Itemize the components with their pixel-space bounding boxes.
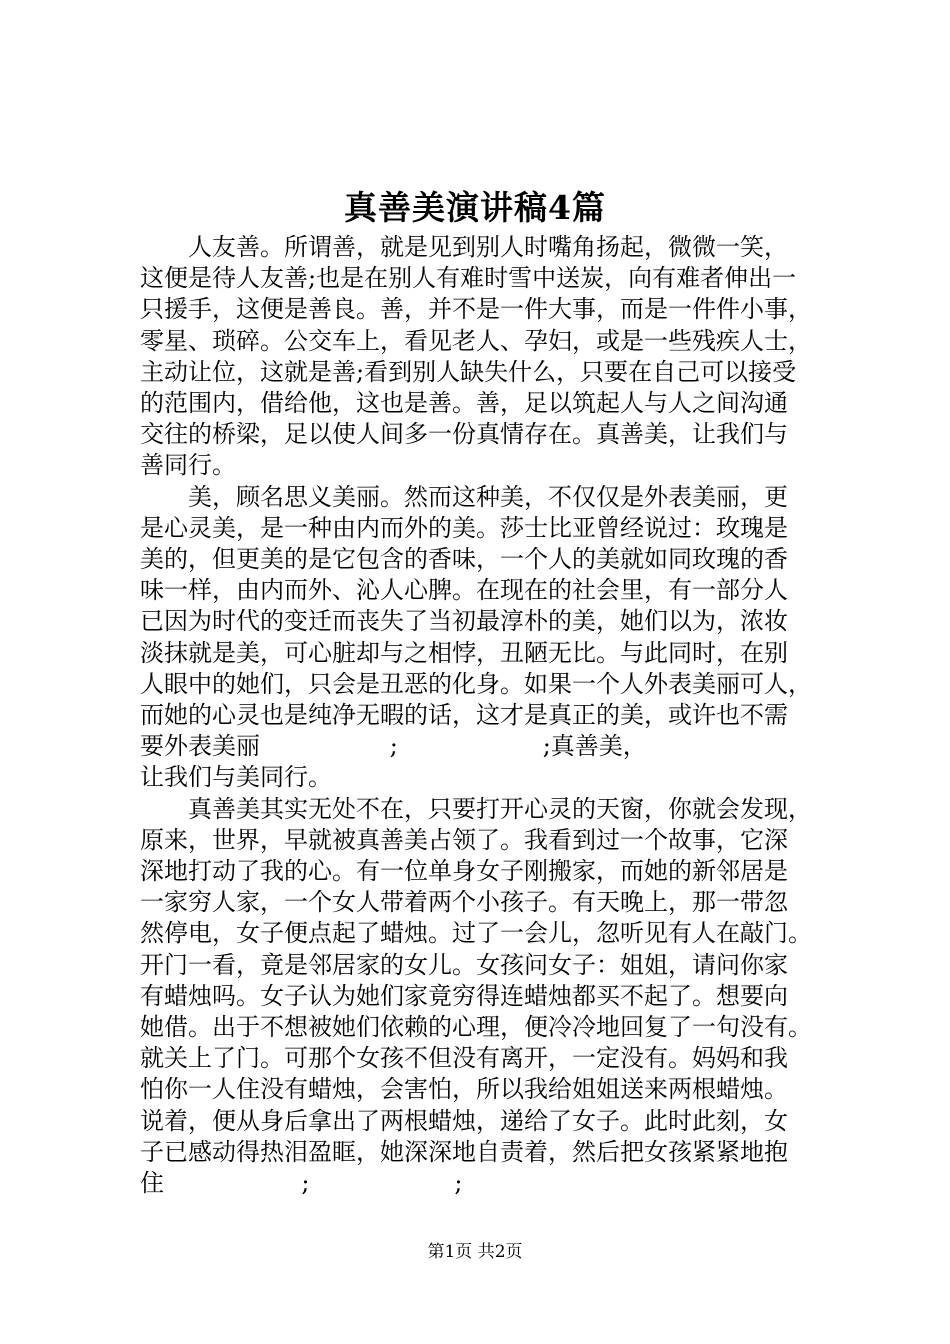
line: 美，顾名思义美丽。然而这种美，不仅仅是外表美丽，更 [188,482,788,511]
line: 已因为时代的变迁而丧失了当初最淳朴的美，她们以为，浓妆 [140,607,788,636]
line: 的范围内，借给他，这也是善。善，足以筑起人与人之间沟通 [140,389,788,418]
line: 是心灵美，是一种由内而外的美。莎士比亚曾经说过：玫瑰是 [140,513,788,542]
line: 交往的桥梁，足以使人间多一份真情存在。真善美，让我们与 [140,420,788,449]
line: 她借。出于不想被她们依赖的心理，便冷冷地回复了一句没有。 [140,1013,812,1042]
paragraph-3 [140,794,820,1200]
paragraph-1 [140,232,820,482]
line: 就关上了门。可那个女孩不但没有离开，一定没有。妈妈和我 [140,1044,788,1073]
line: 住 ; ; [140,1169,463,1198]
line: 这便是待人友善;也是在别人有难时雪中送炭，向有难者伸出一 [140,264,797,293]
line: 零星、琐碎。公交车上，看见老人、孕妇，或是一些残疾人士， [140,326,812,355]
line: 淡抹就是美，可心脏却与之相悖，丑陋无比。与此同时，在别 [140,638,788,667]
line: 美的，但更美的是它包含的香味，一个人的美就如同玫瑰的香 [140,545,788,574]
line: 然停电，女子便点起了蜡烛。过了一会儿，忽听见有人在敲门。 [140,919,812,948]
page-number-footer: 第1页 共2页 [427,1242,523,1262]
paragraph-2 [140,482,820,794]
document-body [140,232,820,1199]
line: 真善美其实无处不在，只要打开心灵的天窗，你就会发现， [188,794,812,823]
document-title: 真善美演讲稿4篇 [344,188,606,227]
line: 怕你一人住没有蜡烛，会害怕，所以我给姐姐送来两根蜡烛。 [140,1075,788,1104]
line: 人眼中的她们，只会是丑恶的化身。如果一个人外表美丽可人， [140,669,812,698]
line: 让我们与美同行。 [140,763,332,792]
line: 主动让位，这就是善;看到别人缺失什么，只要在自己可以接受 [140,357,797,386]
line: 而她的心灵也是纯净无暇的话，这才是真正的美，或许也不需 [140,701,788,730]
line: 人友善。所谓善，就是见到别人时嘴角扬起，微微一笑， [188,233,788,261]
line: 善同行。 [140,451,236,480]
line: 子已感动得热泪盈眶，她深深地自责着，然后把女孩紧紧地抱 [140,1137,788,1166]
line: 说着，便从身后拿出了两根蜡烛，递给了女子。此时此刻，女 [140,1106,788,1135]
line: 要外表美丽 ; ;真善美， [140,732,647,761]
line: 开门一看，竟是邻居家的女儿。女孩问女子：姐姐，请问你家 [140,950,788,979]
line: 一家穷人家，一个女人带着两个小孩子。有天晚上，那一带忽 [140,888,788,917]
line: 深地打动了我的心。有一位单身女子刚搬家，而她的新邻居是 [140,857,788,886]
line: 只援手，这便是善良。善，并不是一件大事，而是一件件小事， [140,295,812,324]
line: 味一样，由内而外、沁人心脾。在现在的社会里，有一部分人 [140,576,788,605]
line: 有蜡烛吗。女子认为她们家竟穷得连蜡烛都买不起了。想要向 [140,981,788,1010]
line: 原来，世界，早就被真善美占领了。我看到过一个故事，它深 [140,825,788,854]
